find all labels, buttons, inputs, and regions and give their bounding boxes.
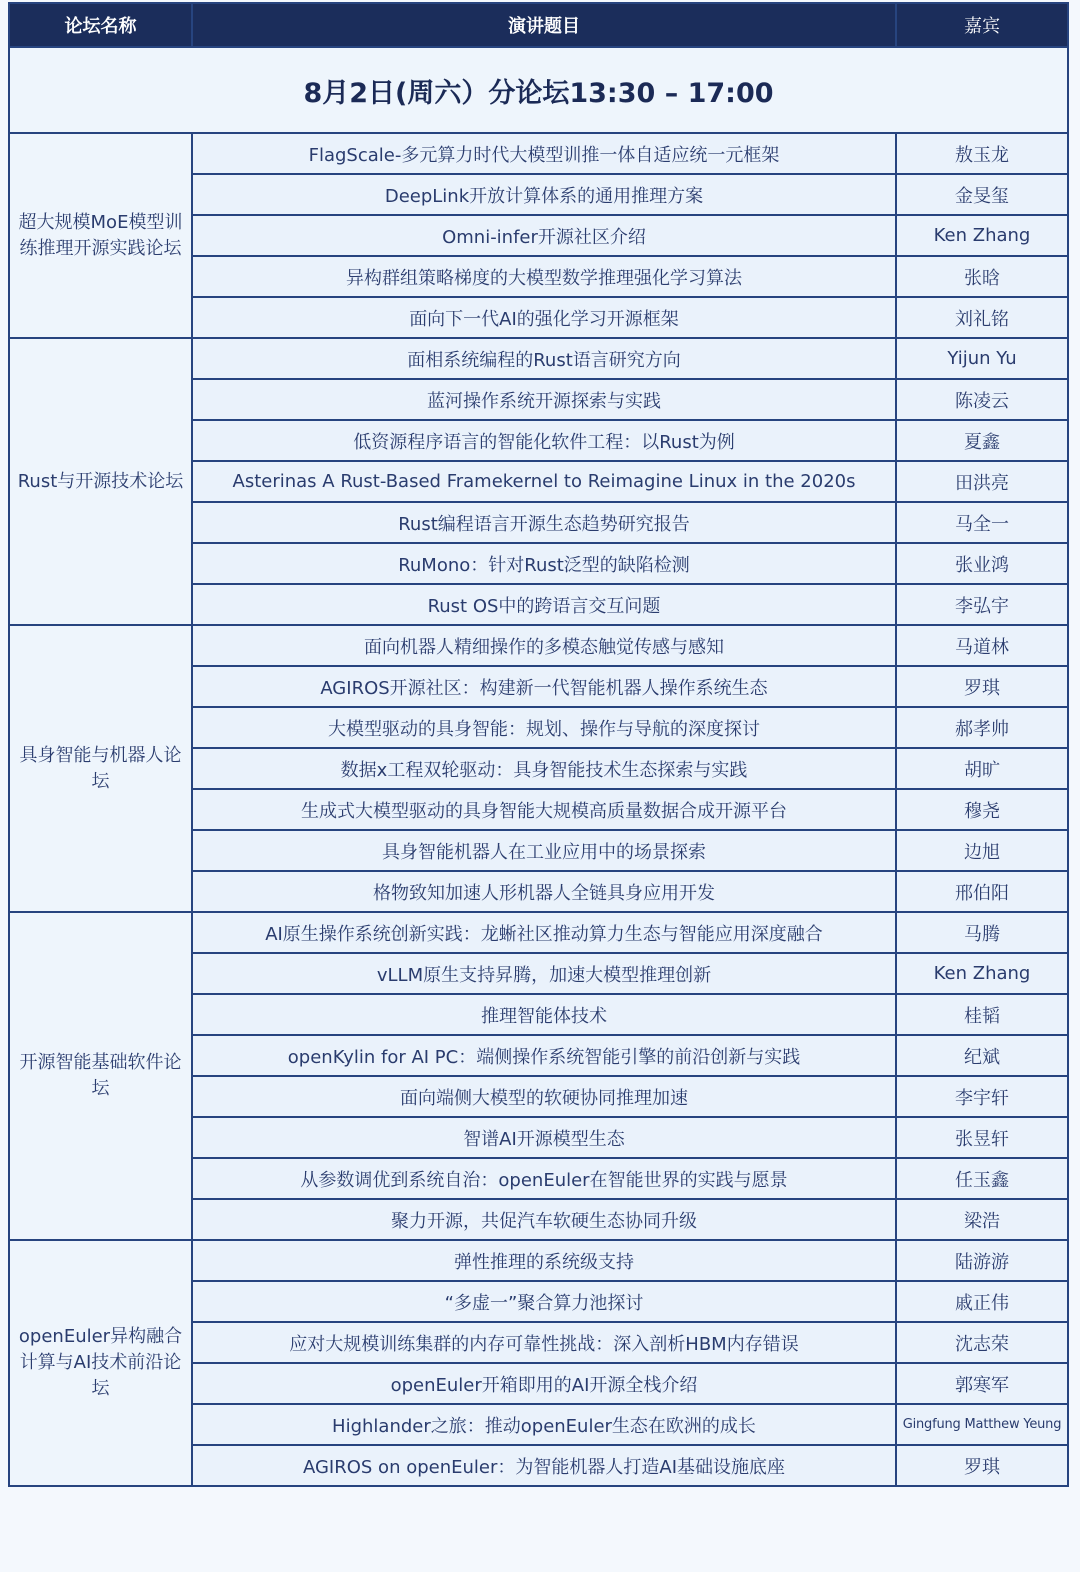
talk-title-cell: “多虚一”聚合算力池探讨: [192, 1281, 896, 1322]
forum-name-cell: 具身智能与机器人论坛: [9, 625, 192, 912]
talk-title-cell: 生成式大模型驱动的具身智能大规模高质量数据合成开源平台: [192, 789, 896, 830]
agenda-body: [9, 47, 1068, 1486]
talk-title-cell: 聚力开源，共促汽车软硬生态协同升级: [192, 1199, 896, 1240]
speaker-cell: Ken Zhang: [896, 953, 1068, 994]
speaker-cell: 陆游游: [896, 1240, 1068, 1281]
speaker-cell: 罗琪: [896, 666, 1068, 707]
talk-title-cell: 面相系统编程的Rust语言研究方向: [192, 338, 896, 379]
speaker-cell: 边旭: [896, 830, 1068, 871]
speaker-cell: 马道林: [896, 625, 1068, 666]
speaker-cell: 敖玉龙: [896, 133, 1068, 174]
talk-title-cell: 面向端侧大模型的软硬协同推理加速: [192, 1076, 896, 1117]
speaker-cell: 桂韬: [896, 994, 1068, 1035]
speaker-cell: 李宇轩: [896, 1076, 1068, 1117]
forum-column-header: 论坛名称: [9, 3, 192, 47]
speaker-cell: 梁浩: [896, 1199, 1068, 1240]
talk-title-cell: 面向下一代AI的强化学习开源框架: [192, 297, 896, 338]
speaker-cell: 邢伯阳: [896, 871, 1068, 912]
talk-title-cell: 蓝河操作系统开源探索与实践: [192, 379, 896, 420]
speaker-cell: Gingfung Matthew Yeung: [896, 1404, 1068, 1445]
talk-title-cell: AI原生操作系统创新实践：龙蜥社区推动算力生态与智能应用深度融合: [192, 912, 896, 953]
talk-title-cell: Highlander之旅：推动openEuler生态在欧洲的成长: [192, 1404, 896, 1445]
session-title: 8月2日(周六）分论坛13:30 – 17:00: [9, 47, 1068, 133]
agenda-table-wrapper: [8, 2, 1067, 1487]
talk-title-cell: 面向机器人精细操作的多模态触觉传感与感知: [192, 625, 896, 666]
talk-title-cell: 数据x工程双轮驱动：具身智能技术生态探索与实践: [192, 748, 896, 789]
talk-title-cell: Asterinas A Rust-Based Framekernel to Reimagine Linux in the 2020s: [192, 461, 896, 502]
talk-title-cell: FlagScale-多元算力时代大模型训推一体自适应统一元框架: [192, 133, 896, 174]
speaker-cell: 穆尧: [896, 789, 1068, 830]
talk-title-cell: 大模型驱动的具身智能：规划、操作与导航的深度探讨: [192, 707, 896, 748]
speaker-cell: 戚正伟: [896, 1281, 1068, 1322]
table-row: [9, 1240, 1068, 1281]
talk-title-cell: openKylin for AI PC：端侧操作系统智能引擎的前沿创新与实践: [192, 1035, 896, 1076]
table-row: [9, 133, 1068, 174]
talk-column-header: 演讲题目: [192, 3, 896, 47]
talk-title-cell: 弹性推理的系统级支持: [192, 1240, 896, 1281]
forum-name-cell: 开源智能基础软件论坛: [9, 912, 192, 1240]
forum-name-cell: 超大规模MoE模型训练推理开源实践论坛: [9, 133, 192, 338]
speaker-cell: 李弘宇: [896, 584, 1068, 625]
talk-title-cell: 应对大规模训练集群的内存可靠性挑战：深入剖析HBM内存错误: [192, 1322, 896, 1363]
speaker-cell: 张昱轩: [896, 1117, 1068, 1158]
talk-title-cell: 推理智能体技术: [192, 994, 896, 1035]
speaker-cell: 纪斌: [896, 1035, 1068, 1076]
speaker-column-header: 嘉宾: [896, 3, 1068, 47]
speaker-cell: 张晗: [896, 256, 1068, 297]
speaker-cell: Yijun Yu: [896, 338, 1068, 379]
speaker-cell: 郭寒军: [896, 1363, 1068, 1404]
talk-title-cell: Omni-infer开源社区介绍: [192, 215, 896, 256]
talk-title-cell: vLLM原生支持昇腾，加速大模型推理创新: [192, 953, 896, 994]
talk-title-cell: 从参数调优到系统自治：openEuler在智能世界的实践与愿景: [192, 1158, 896, 1199]
speaker-cell: 郝孝帅: [896, 707, 1068, 748]
speaker-cell: 陈凌云: [896, 379, 1068, 420]
session-row: [9, 47, 1068, 133]
talk-title-cell: 智谱AI开源模型生态: [192, 1117, 896, 1158]
speaker-cell: 马腾: [896, 912, 1068, 953]
agenda-table: [8, 2, 1069, 1487]
talk-title-cell: openEuler开箱即用的AI开源全栈介绍: [192, 1363, 896, 1404]
talk-title-cell: Rust OS中的跨语言交互问题: [192, 584, 896, 625]
forum-name-cell: openEuler异构融合计算与AI技术前沿论坛: [9, 1240, 192, 1486]
speaker-cell: 夏鑫: [896, 420, 1068, 461]
table-row: [9, 625, 1068, 666]
speaker-cell: 田洪亮: [896, 461, 1068, 502]
speaker-cell: 刘礼铭: [896, 297, 1068, 338]
speaker-cell: Ken Zhang: [896, 215, 1068, 256]
table-header-row: [9, 3, 1068, 47]
talk-title-cell: AGIROS on openEuler：为智能机器人打造AI基础设施底座: [192, 1445, 896, 1486]
talk-title-cell: 低资源程序语言的智能化软件工程：以Rust为例: [192, 420, 896, 461]
speaker-cell: 张业鸿: [896, 543, 1068, 584]
table-row: [9, 338, 1068, 379]
forum-name-cell: Rust与开源技术论坛: [9, 338, 192, 625]
speaker-cell: 马全一: [896, 502, 1068, 543]
speaker-cell: 胡旷: [896, 748, 1068, 789]
talk-title-cell: AGIROS开源社区：构建新一代智能机器人操作系统生态: [192, 666, 896, 707]
speaker-cell: 金旻玺: [896, 174, 1068, 215]
talk-title-cell: DeepLink开放计算体系的通用推理方案: [192, 174, 896, 215]
talk-title-cell: 异构群组策略梯度的大模型数学推理强化学习算法: [192, 256, 896, 297]
talk-title-cell: 具身智能机器人在工业应用中的场景探索: [192, 830, 896, 871]
talk-title-cell: RuMono：针对Rust泛型的缺陷检测: [192, 543, 896, 584]
speaker-cell: 沈志荣: [896, 1322, 1068, 1363]
talk-title-cell: 格物致知加速人形机器人全链具身应用开发: [192, 871, 896, 912]
table-row: [9, 912, 1068, 953]
speaker-cell: 罗琪: [896, 1445, 1068, 1486]
speaker-cell: 任玉鑫: [896, 1158, 1068, 1199]
talk-title-cell: Rust编程语言开源生态趋势研究报告: [192, 502, 896, 543]
